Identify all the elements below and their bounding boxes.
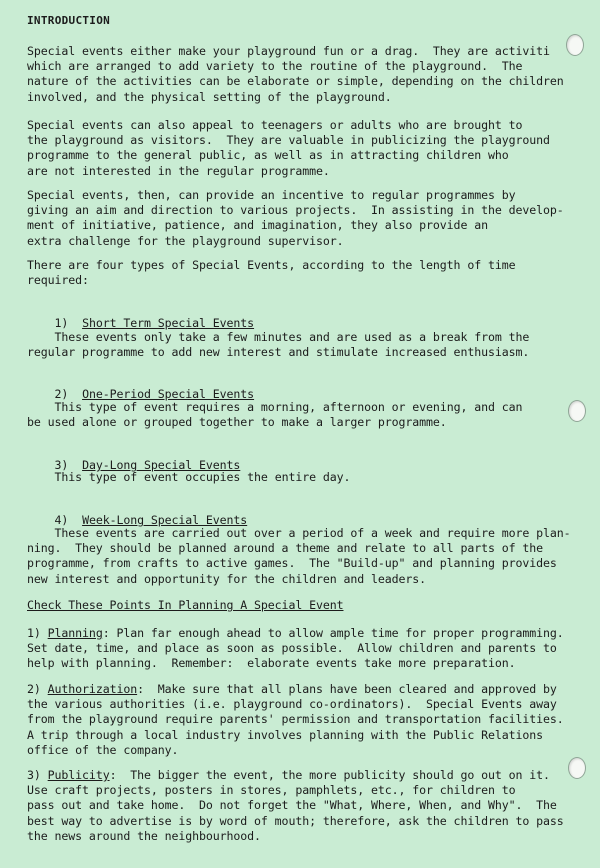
intro-paragraph-3: Special events, then, can provide an incentive to regular programmes by giving an aim and direction to various projects. In assisting in the develop- ment of initiative, patience, and imagination, they also provide an extra challenge for the playground supervisor. [27, 188, 564, 248]
checklist-point-2 [27, 682, 587, 758]
checklist-point-3 [27, 768, 587, 844]
type-title: Day-Long Special Events [82, 458, 241, 473]
type-body-4: These events are carried out over a period of a week and require more plan- ning. They should be planned around a theme and relate to all parts of the programme, from crafts to active games. The "Build-up" and planning provides new interest and opportunity for the children and leaders. [27, 526, 571, 586]
point-body: : The bigger the event, the more publicity should go out on it. Use craft projects, posters in stores, pamphlets, etc., for children to pass out and take home. Do not forget the "What, Where, When, and Why". The best way to advertise is by word of mouth; therefore, ask the children to pass the news around the neighbourhood. [27, 768, 564, 843]
point-body: : Plan far enough ahead to allow ample time for proper programming. Set date, time, and place as soon as possible. Allow children and parents to help with planning. Remember: elaborate events take more preparation. [27, 626, 564, 671]
type-number: 3) [54, 458, 69, 473]
type-title: Week-Long Special Events [82, 513, 248, 528]
intro-paragraph-1: Special events either make your playground fun or a drag. They are activiti which are arranged to add variety to the routine of the playground. The nature of the activities can be elaborate or simple, depending on the children involved, and the physical setting of the playground. [27, 44, 564, 104]
binder-hole [568, 757, 586, 779]
page-title: INTRODUCTION [27, 14, 111, 27]
type-body-1: These events only take a few minutes and are used as a break from the regular programme to add new interest and stimulate increased enthusiasm. [27, 330, 530, 360]
point-number: 3) [27, 768, 41, 782]
type-number: 2) [54, 387, 69, 402]
intro-paragraph-4: There are four types of Special Events, according to the length of time required: [27, 258, 516, 288]
type-title: One-Period Special Events [82, 387, 255, 402]
checklist-heading: Check These Points In Planning A Special Event [27, 598, 344, 612]
point-body: : Make sure that all plans have been cleared and approved by the various authorities (i.e. playground co-ordinators). Special Events away from the playground require parents' permission and transportation facilities. A trip through a local industry involves planning with the Public Relations office of the company. [27, 682, 564, 757]
type-body-2: This type of event requires a morning, afternoon or evening, and can be used alone or grouped together to make a larger programme. [27, 400, 523, 430]
type-title: Short Term Special Events [82, 316, 255, 331]
checklist-point-1 [27, 626, 587, 672]
intro-paragraph-2: Special events can also appeal to teenagers or adults who are brought to the playground as visitors. They are valuable in publicizing the playground programme to the general public, as well as in attracting children who are not interested in the regular programme. [27, 118, 550, 178]
point-term: Publicity [47, 768, 110, 782]
binder-hole [566, 34, 584, 56]
binder-hole [568, 400, 586, 422]
point-term: Planning [47, 626, 103, 640]
point-number: 2) [27, 682, 41, 696]
point-term: Authorization [47, 682, 138, 696]
point-number: 1) [27, 626, 41, 640]
type-number: 4) [54, 513, 69, 528]
type-body-3: This type of event occupies the entire day. [27, 470, 351, 484]
type-number: 1) [54, 316, 69, 331]
